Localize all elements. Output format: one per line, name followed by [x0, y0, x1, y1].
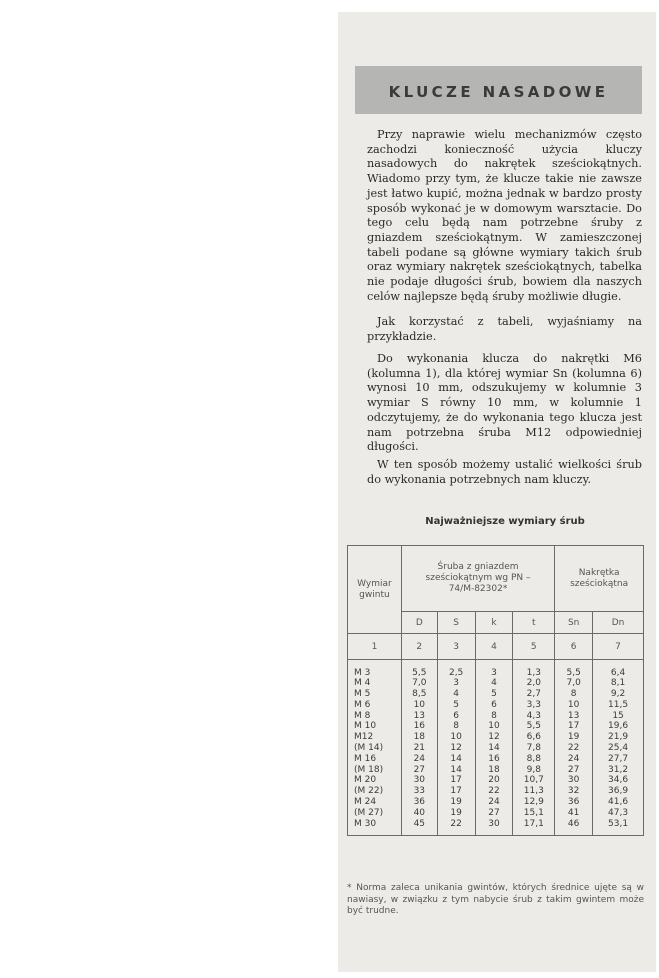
dimension-cell: 3	[437, 678, 475, 689]
dimension-cell: 21	[401, 743, 437, 754]
dimension-cell: 15	[593, 711, 644, 722]
table-footnote: * Norma zaleca unikania gwintów, których średnice ujęte są w nawiasy, w związku z tym nabycie śrub z takim gwintem może być trudne.	[347, 883, 644, 916]
dimension-cell: 17	[555, 721, 593, 732]
dimension-cell: 19	[437, 808, 475, 819]
dimension-cell: 9,2	[593, 689, 644, 700]
dimension-cell: 11,5	[593, 700, 644, 711]
dimension-cell: 8,1	[593, 678, 644, 689]
table-row	[348, 743, 644, 754]
page-title: KLUCZE NASADOWE	[388, 83, 609, 101]
dimension-cell: 8	[555, 689, 593, 700]
table-row	[348, 721, 644, 732]
dimension-cell: 7,8	[513, 743, 555, 754]
subheader-t: t	[513, 612, 555, 634]
dimension-cell: 14	[437, 765, 475, 776]
dimension-cell: 6	[475, 700, 513, 711]
thread-size-cell: M12	[348, 732, 402, 743]
dimension-cell: 17	[437, 775, 475, 786]
dimension-cell: 46	[555, 819, 593, 830]
dimension-cell: 30	[401, 775, 437, 786]
dimension-cell: 30	[475, 819, 513, 830]
dimension-cell: 45	[401, 819, 437, 830]
dimension-cell: 13	[555, 711, 593, 722]
table-row	[348, 700, 644, 711]
dimension-cell: 36	[555, 797, 593, 808]
thread-size-cell: M 6	[348, 700, 402, 711]
table-title: Najważniejsze wymiary śrub	[425, 516, 585, 527]
dimension-cell: 18	[401, 732, 437, 743]
dimension-cell: 36	[401, 797, 437, 808]
thread-size-cell: M 30	[348, 819, 402, 830]
header-hex-nut: Nakrętka sześciokątna	[555, 546, 644, 612]
thread-size-cell: (M 22)	[348, 786, 402, 797]
dimension-cell: 1,3	[513, 668, 555, 679]
dimension-cell: 47,3	[593, 808, 644, 819]
dimension-cell: 10	[437, 732, 475, 743]
dimension-cell: 10,7	[513, 775, 555, 786]
dimension-cell: 27,7	[593, 754, 644, 765]
dimension-cell: 5	[475, 689, 513, 700]
dimension-cell: 27	[475, 808, 513, 819]
dimension-cell: 15,1	[513, 808, 555, 819]
dimension-cell: 14	[475, 743, 513, 754]
dimension-cell: 22	[555, 743, 593, 754]
paragraph-text: Jak korzystać z tabeli, wyjaśniamy na przykładzie.	[367, 315, 642, 343]
dimension-cell: 9,8	[513, 765, 555, 776]
table-row	[348, 819, 644, 830]
dimension-cell: 8	[475, 711, 513, 722]
dimension-cell: 36,9	[593, 786, 644, 797]
dimension-cell: 40	[401, 808, 437, 819]
thread-size-cell: (M 14)	[348, 743, 402, 754]
dimension-cell: 12	[437, 743, 475, 754]
dimension-cell: 5,5	[555, 668, 593, 679]
thread-size-cell: M 8	[348, 711, 402, 722]
dimension-cell: 24	[401, 754, 437, 765]
table-row	[348, 786, 644, 797]
dimension-cell: 41	[555, 808, 593, 819]
dimension-cell: 24	[475, 797, 513, 808]
table-row	[348, 797, 644, 808]
column-number: 3	[437, 634, 475, 660]
table-row	[348, 678, 644, 689]
thread-size-cell: M 3	[348, 668, 402, 679]
dimension-cell: 3	[475, 668, 513, 679]
dimension-cell: 5,5	[513, 721, 555, 732]
table-row	[348, 754, 644, 765]
table-row	[348, 711, 644, 722]
dimension-cell: 13	[401, 711, 437, 722]
dimension-cell: 12,9	[513, 797, 555, 808]
dimension-cell: 22	[437, 819, 475, 830]
thread-size-cell: M 16	[348, 754, 402, 765]
column-number: 6	[555, 634, 593, 660]
dimension-cell: 6,4	[593, 668, 644, 679]
dimension-cell: 8	[437, 721, 475, 732]
dimensions-table	[347, 545, 644, 836]
dimension-cell: 30	[555, 775, 593, 786]
dimension-cell: 10	[401, 700, 437, 711]
dimension-cell: 19	[437, 797, 475, 808]
dimension-cell: 27	[555, 765, 593, 776]
dimension-cell: 3,3	[513, 700, 555, 711]
dimension-cell: 10	[475, 721, 513, 732]
dimension-cell: 20	[475, 775, 513, 786]
table-row	[348, 689, 644, 700]
dimension-cell: 25,4	[593, 743, 644, 754]
column-number-row	[348, 634, 644, 660]
thread-size-cell: M 5	[348, 689, 402, 700]
dimension-cell: 2,0	[513, 678, 555, 689]
dimension-cell: 53,1	[593, 819, 644, 830]
dimension-cell: 14	[437, 754, 475, 765]
thread-size-cell: M 4	[348, 678, 402, 689]
dimension-cell: 5	[437, 700, 475, 711]
title-banner	[355, 66, 642, 114]
dimension-cell: 12	[475, 732, 513, 743]
dimension-cell: 18	[475, 765, 513, 776]
dimension-cell: 4	[437, 689, 475, 700]
dimension-cell: 2,7	[513, 689, 555, 700]
thread-size-cell: M 24	[348, 797, 402, 808]
table-row	[348, 808, 644, 819]
dimension-cell: 10	[555, 700, 593, 711]
dimension-cell: 41,6	[593, 797, 644, 808]
dimension-cell: 17,1	[513, 819, 555, 830]
dimension-cell: 22	[475, 786, 513, 797]
paragraph-text: Do wykonania klucza do nakrętki M6 (kolumna 1), dla której wymiar Sn (kolumna 6) wynosi 10 mm, odszukujemy w kolumnie 3 wymiar S równy 10 mm, w kolumnie 1 odczytujemy, że do wykonania tego klucza jest nam potrzebna śruba M12 odpowiedniej długości.	[367, 352, 642, 454]
dimension-cell: 6	[437, 711, 475, 722]
column-number: 4	[475, 634, 513, 660]
thread-size-cell: (M 18)	[348, 765, 402, 776]
dimension-cell: 32	[555, 786, 593, 797]
dimension-cell: 2,5	[437, 668, 475, 679]
dimension-cell: 8,5	[401, 689, 437, 700]
dimension-cell: 6,6	[513, 732, 555, 743]
dimension-cell: 4,3	[513, 711, 555, 722]
dimension-cell: 27	[401, 765, 437, 776]
thread-size-cell: M 20	[348, 775, 402, 786]
table-row	[348, 765, 644, 776]
column-number: 7	[593, 634, 644, 660]
thread-size-cell: (M 27)	[348, 808, 402, 819]
subheader-k: k	[475, 612, 513, 634]
table-row	[348, 668, 644, 679]
dimension-cell: 5,5	[401, 668, 437, 679]
subheader-sn: Sn	[555, 612, 593, 634]
paragraph-intro	[367, 128, 642, 304]
paragraph-example	[367, 352, 642, 455]
dimension-cell: 7,0	[555, 678, 593, 689]
dimension-cell: 4	[475, 678, 513, 689]
dimension-cell: 16	[475, 754, 513, 765]
dimension-cell: 16	[401, 721, 437, 732]
dimension-cell: 7,0	[401, 678, 437, 689]
table-row	[348, 732, 644, 743]
header-socket-screw: Śruba z gniazdem sześciokątnym wg PN – 74/M-82302*	[401, 546, 554, 612]
column-number: 1	[348, 634, 402, 660]
dimension-cell: 33	[401, 786, 437, 797]
header-thread-size: Wymiar gwintu	[348, 546, 402, 634]
dimension-cell: 19,6	[593, 721, 644, 732]
thread-size-cell: M 10	[348, 721, 402, 732]
table-row	[348, 775, 644, 786]
paragraph-text: Przy naprawie wielu mechanizmów często zachodzi konieczność użycia kluczy nasadowych do nakrętek sześciokątnych. Wiadomo przy tym, że klucze takie nie zawsze jest łatwo kupić, można jednak w bardzo prosty sposób wykonać je w domowym warsztacie. Do tego celu będą nam potrzebne śruby z gniazdem sześciokątnym. W zamieszczonej tabeli podane są główne wymiary takich śrub oraz wymiary nakrętek sześciokątnych, tabelka nie podaje długości śrub, bowiem dla naszych celów najlepsze będą śruby możliwie długie.	[367, 128, 642, 303]
dimension-cell: 24	[555, 754, 593, 765]
dimension-cell: 11,3	[513, 786, 555, 797]
dimension-cell: 17	[437, 786, 475, 797]
dimension-cell: 31,2	[593, 765, 644, 776]
dimension-cell: 8,8	[513, 754, 555, 765]
column-number: 2	[401, 634, 437, 660]
paragraph-text: W ten sposób możemy ustalić wielkości śrub do wykonania potrzebnych nam kluczy.	[367, 458, 642, 486]
paragraph-conclusion	[367, 458, 642, 487]
subheader-s: S	[437, 612, 475, 634]
dimension-cell: 34,6	[593, 775, 644, 786]
dimension-cell: 21,9	[593, 732, 644, 743]
subheader-d: D	[401, 612, 437, 634]
column-number: 5	[513, 634, 555, 660]
dimension-cell: 19	[555, 732, 593, 743]
subheader-dn: Dn	[593, 612, 644, 634]
paragraph-how-to	[367, 315, 642, 344]
